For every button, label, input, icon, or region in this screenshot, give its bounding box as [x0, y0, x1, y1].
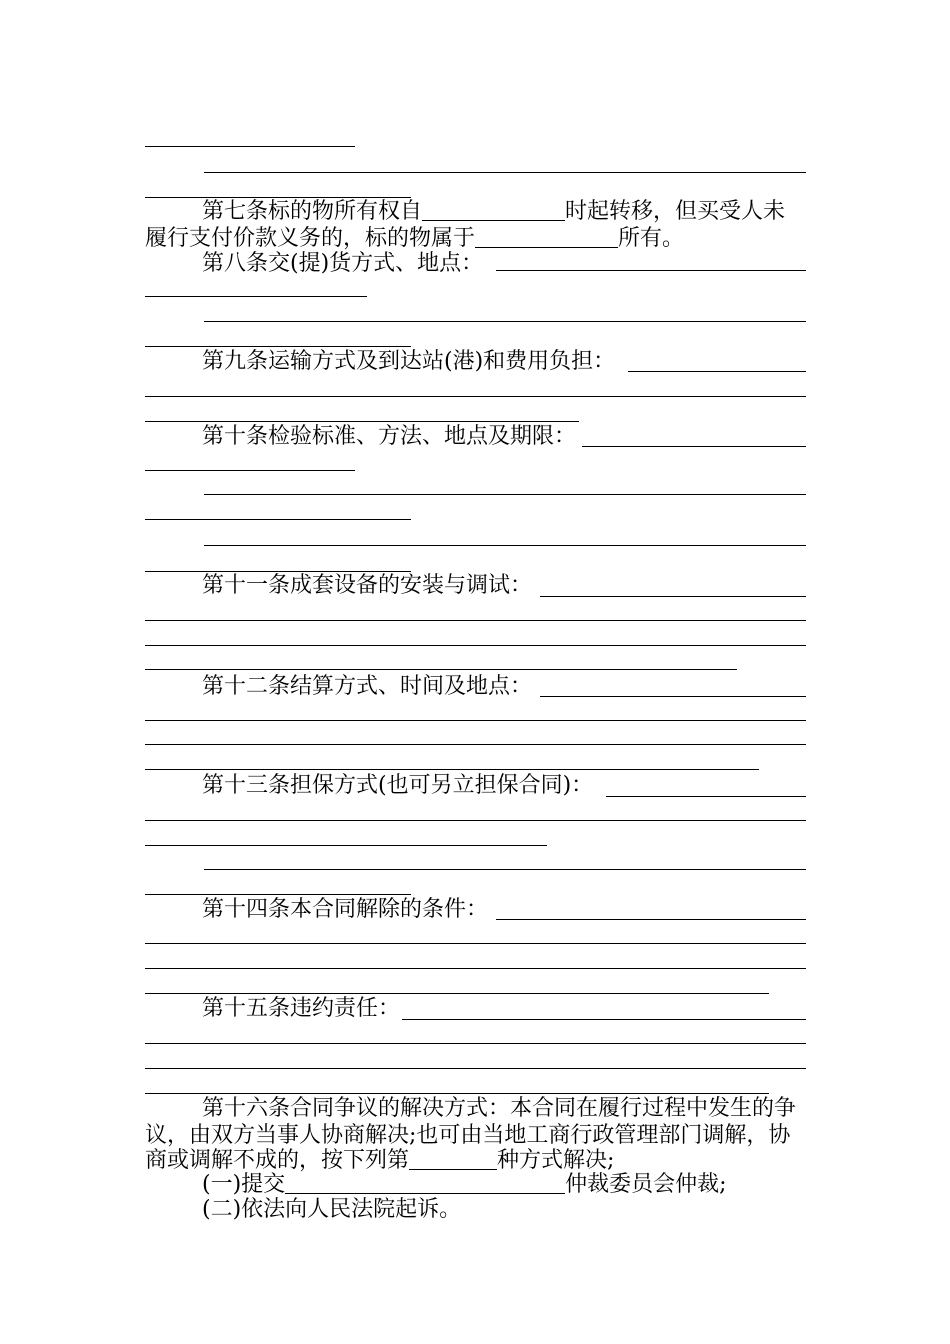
article-9-heading: 第九条运输方式及到达站(港)和费用负担：	[202, 349, 616, 374]
fill-line[interactable]	[145, 845, 547, 846]
article-15-heading: 第十五条违约责任：	[202, 996, 401, 1021]
fill-line[interactable]	[145, 571, 411, 572]
article-16-line-3: 商或调解不成的，按下列第 种方式解决;	[145, 1148, 615, 1173]
fill-line[interactable]	[145, 1043, 806, 1044]
fill-line[interactable]	[145, 197, 411, 198]
ownership-time-blank[interactable]	[422, 200, 565, 221]
fill-line[interactable]	[145, 396, 806, 397]
fill-line[interactable]	[204, 321, 806, 322]
fill-line[interactable]	[145, 1068, 806, 1069]
arbitration-committee-blank[interactable]	[285, 1173, 565, 1194]
fill-line[interactable]	[145, 519, 411, 520]
fill-line[interactable]	[540, 596, 806, 597]
article-12-heading: 第十二条结算方式、时间及地点：	[202, 674, 533, 699]
article-16-line-1: 第十六条合同争议的解决方式：本合同在履行过程中发生的争	[202, 1096, 797, 1121]
fill-line[interactable]	[145, 146, 355, 147]
article-16-line-2: 议，由双方当事人协商解决;也可由当地工商行政管理部门调解，协	[145, 1123, 791, 1148]
fill-line[interactable]	[145, 470, 355, 471]
fill-line[interactable]	[145, 296, 367, 297]
option-1: (一)提交 仲裁委员会仲裁;	[202, 1172, 727, 1197]
fill-line[interactable]	[540, 696, 806, 697]
fill-line[interactable]	[145, 1093, 769, 1094]
fill-line[interactable]	[402, 1019, 806, 1020]
fill-line[interactable]	[145, 720, 806, 721]
fill-line[interactable]	[496, 270, 806, 271]
fill-line[interactable]	[145, 769, 759, 770]
fill-line[interactable]	[145, 943, 806, 944]
article-8-heading: 第八条交(提)货方式、地点：	[202, 251, 484, 276]
fill-line[interactable]	[145, 993, 769, 994]
fill-line[interactable]	[145, 669, 737, 670]
article-14-heading: 第十四条本合同解除的条件：	[202, 897, 489, 922]
fill-line[interactable]	[145, 346, 411, 347]
article-11-heading: 第十一条成套设备的安装与调试：	[202, 573, 533, 598]
article-7-line-1: 第七条标的物所有权自 时起转移，但买受人未	[202, 199, 786, 224]
option-2: (二)依法向人民法院起诉。	[202, 1197, 462, 1222]
fill-line[interactable]	[204, 172, 806, 173]
fill-line[interactable]	[582, 446, 806, 447]
fill-line[interactable]	[145, 820, 806, 821]
method-number-blank[interactable]	[409, 1149, 497, 1170]
fill-line[interactable]	[145, 894, 411, 895]
article-13-heading: 第十三条担保方式(也可另立担保合同)：	[202, 773, 594, 798]
fill-line[interactable]	[145, 744, 806, 745]
fill-line[interactable]	[145, 421, 579, 422]
fill-line[interactable]	[496, 919, 806, 920]
fill-line[interactable]	[628, 371, 806, 372]
fill-line[interactable]	[145, 645, 806, 646]
fill-line[interactable]	[204, 869, 806, 870]
fill-line[interactable]	[204, 545, 806, 546]
fill-line[interactable]	[606, 796, 806, 797]
fill-line[interactable]	[145, 620, 806, 621]
fill-line[interactable]	[145, 968, 806, 969]
article-10-heading: 第十条检验标准、方法、地点及期限：	[202, 424, 577, 449]
owner-blank[interactable]	[475, 227, 618, 248]
article-7-line-2: 履行支付价款义务的，标的物属于 所有。	[145, 226, 685, 251]
fill-line[interactable]	[204, 494, 806, 495]
